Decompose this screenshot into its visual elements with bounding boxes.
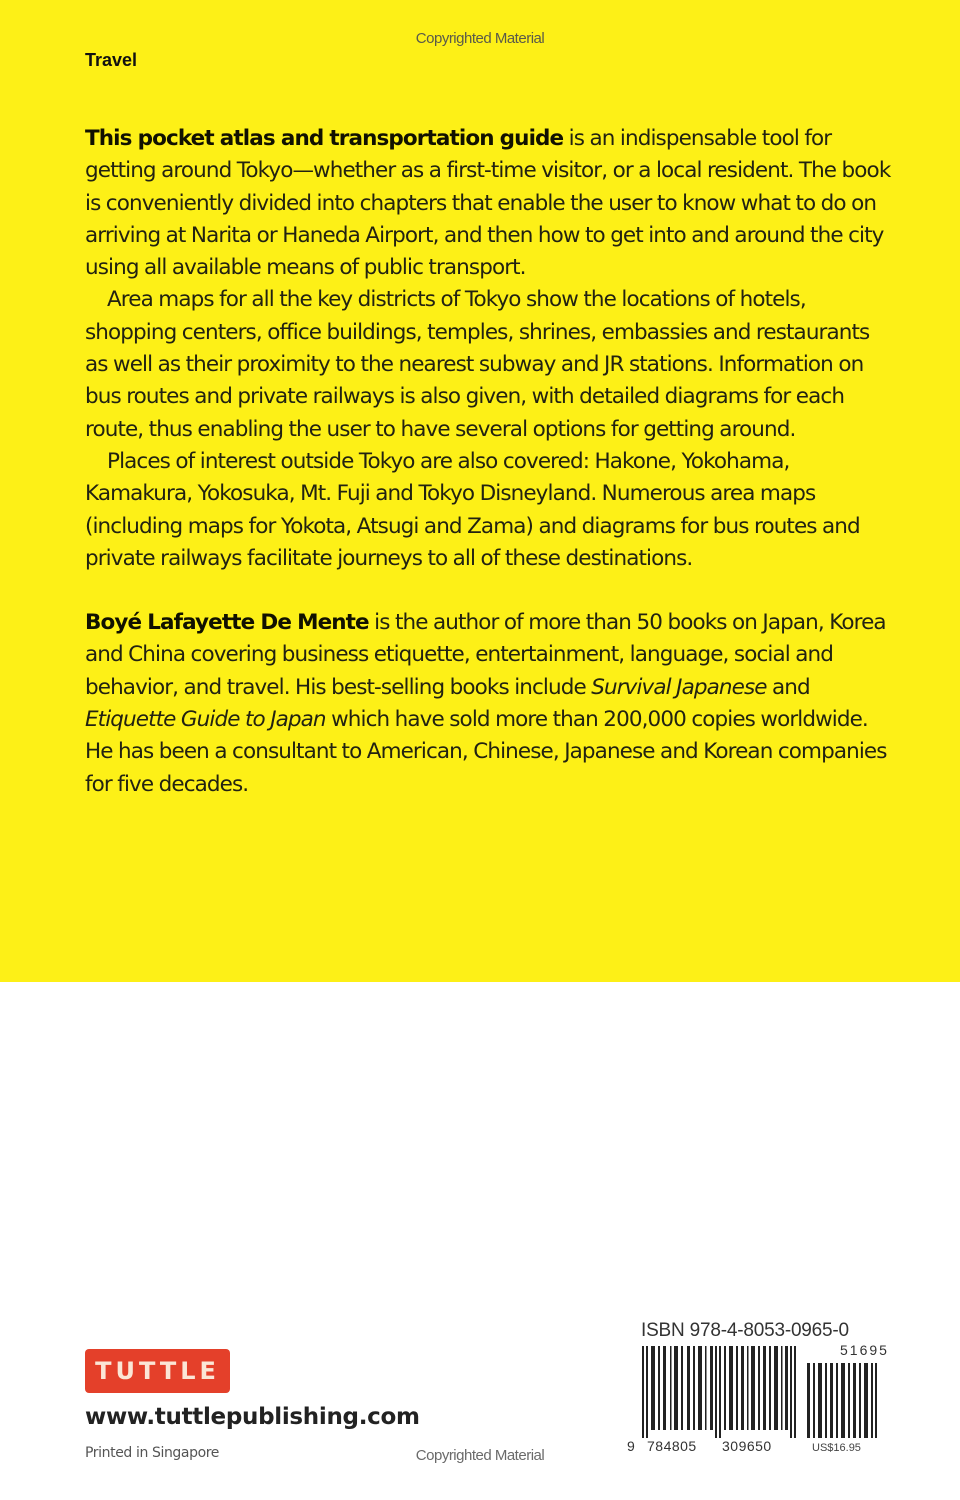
blurb-paragraph-3: Places of interest outside Tokyo are also covered: Hakone, Yokohama, Kamakura, Yokosuka, Mt. Fuji and Tokyo Disneyland. Numerous area maps (including maps for Yokota, Atsugi and Zama) and diagrams for bus routes and private railways facilitate journeys to all of these destinations. (85, 448, 860, 571)
watermark-bottom: Copyrighted Material (415, 1447, 545, 1464)
book-title-1: Survival Japanese (591, 674, 767, 700)
blurb-paragraph-1: This pocket atlas and transportation guide is an indispensable tool for getting around Tokyo—whether as a first-time visitor, or a local resident. The book is conveniently divided into chapters that enable the user to know what to do on arriving at Narita or Haneda Airport, and then how to get into and around the city using all available means of public transport. (85, 126, 891, 281)
price-addon-barcode-icon (806, 1363, 878, 1438)
printed-in-label: Printed in Singapore (85, 1445, 219, 1461)
isbn-label: ISBN 978-4-8053-0965-0 (641, 1320, 849, 1341)
back-cover-copy (85, 123, 895, 801)
tuttle-logo: TUTTLE (85, 1349, 230, 1393)
barcode-group-2: 309650 (722, 1438, 772, 1454)
book-title-2: Etiquette Guide to Japan (85, 707, 326, 733)
blurb-paragraph-2: Area maps for all the key districts of Tokyo show the locations of hotels, shopping centers, office buildings, temples, shrines, embassies and restaurants as well as their proximity to the nearest subway and JR stations. Information on bus routes and private railways is also given, with detailed diagrams for each route, thus enabling the user to have several options for getting around. (85, 287, 870, 442)
category-label: Travel (85, 50, 138, 70)
blurb-lead: This pocket atlas and transportation guide (85, 126, 564, 151)
addon-digits: 51695 (840, 1342, 889, 1358)
author-bio: Boyé Lafayette De Mente is the author of more than 50 books on Japan, Korea and China covering business etiquette, entertainment, language, social and behavior, and travel. His best-selling books include Survival Japanese and Etiquette Guide to Japan which have sold more than 200,000 copies worldwide. He has been a consultant to American, Chinese, Japanese and Korean companies for five decades. (85, 610, 887, 797)
price-label: US$16.95 (812, 1442, 861, 1454)
isbn-barcode-icon (640, 1346, 796, 1438)
author-name: Boyé Lafayette De Mente (85, 610, 369, 636)
barcode-group-1: 784805 (647, 1438, 697, 1454)
publisher-website[interactable]: www.tuttlepublishing.com (85, 1404, 420, 1430)
watermark-top: Copyrighted Material (415, 30, 545, 47)
barcode-first-digit: 9 (627, 1438, 636, 1454)
